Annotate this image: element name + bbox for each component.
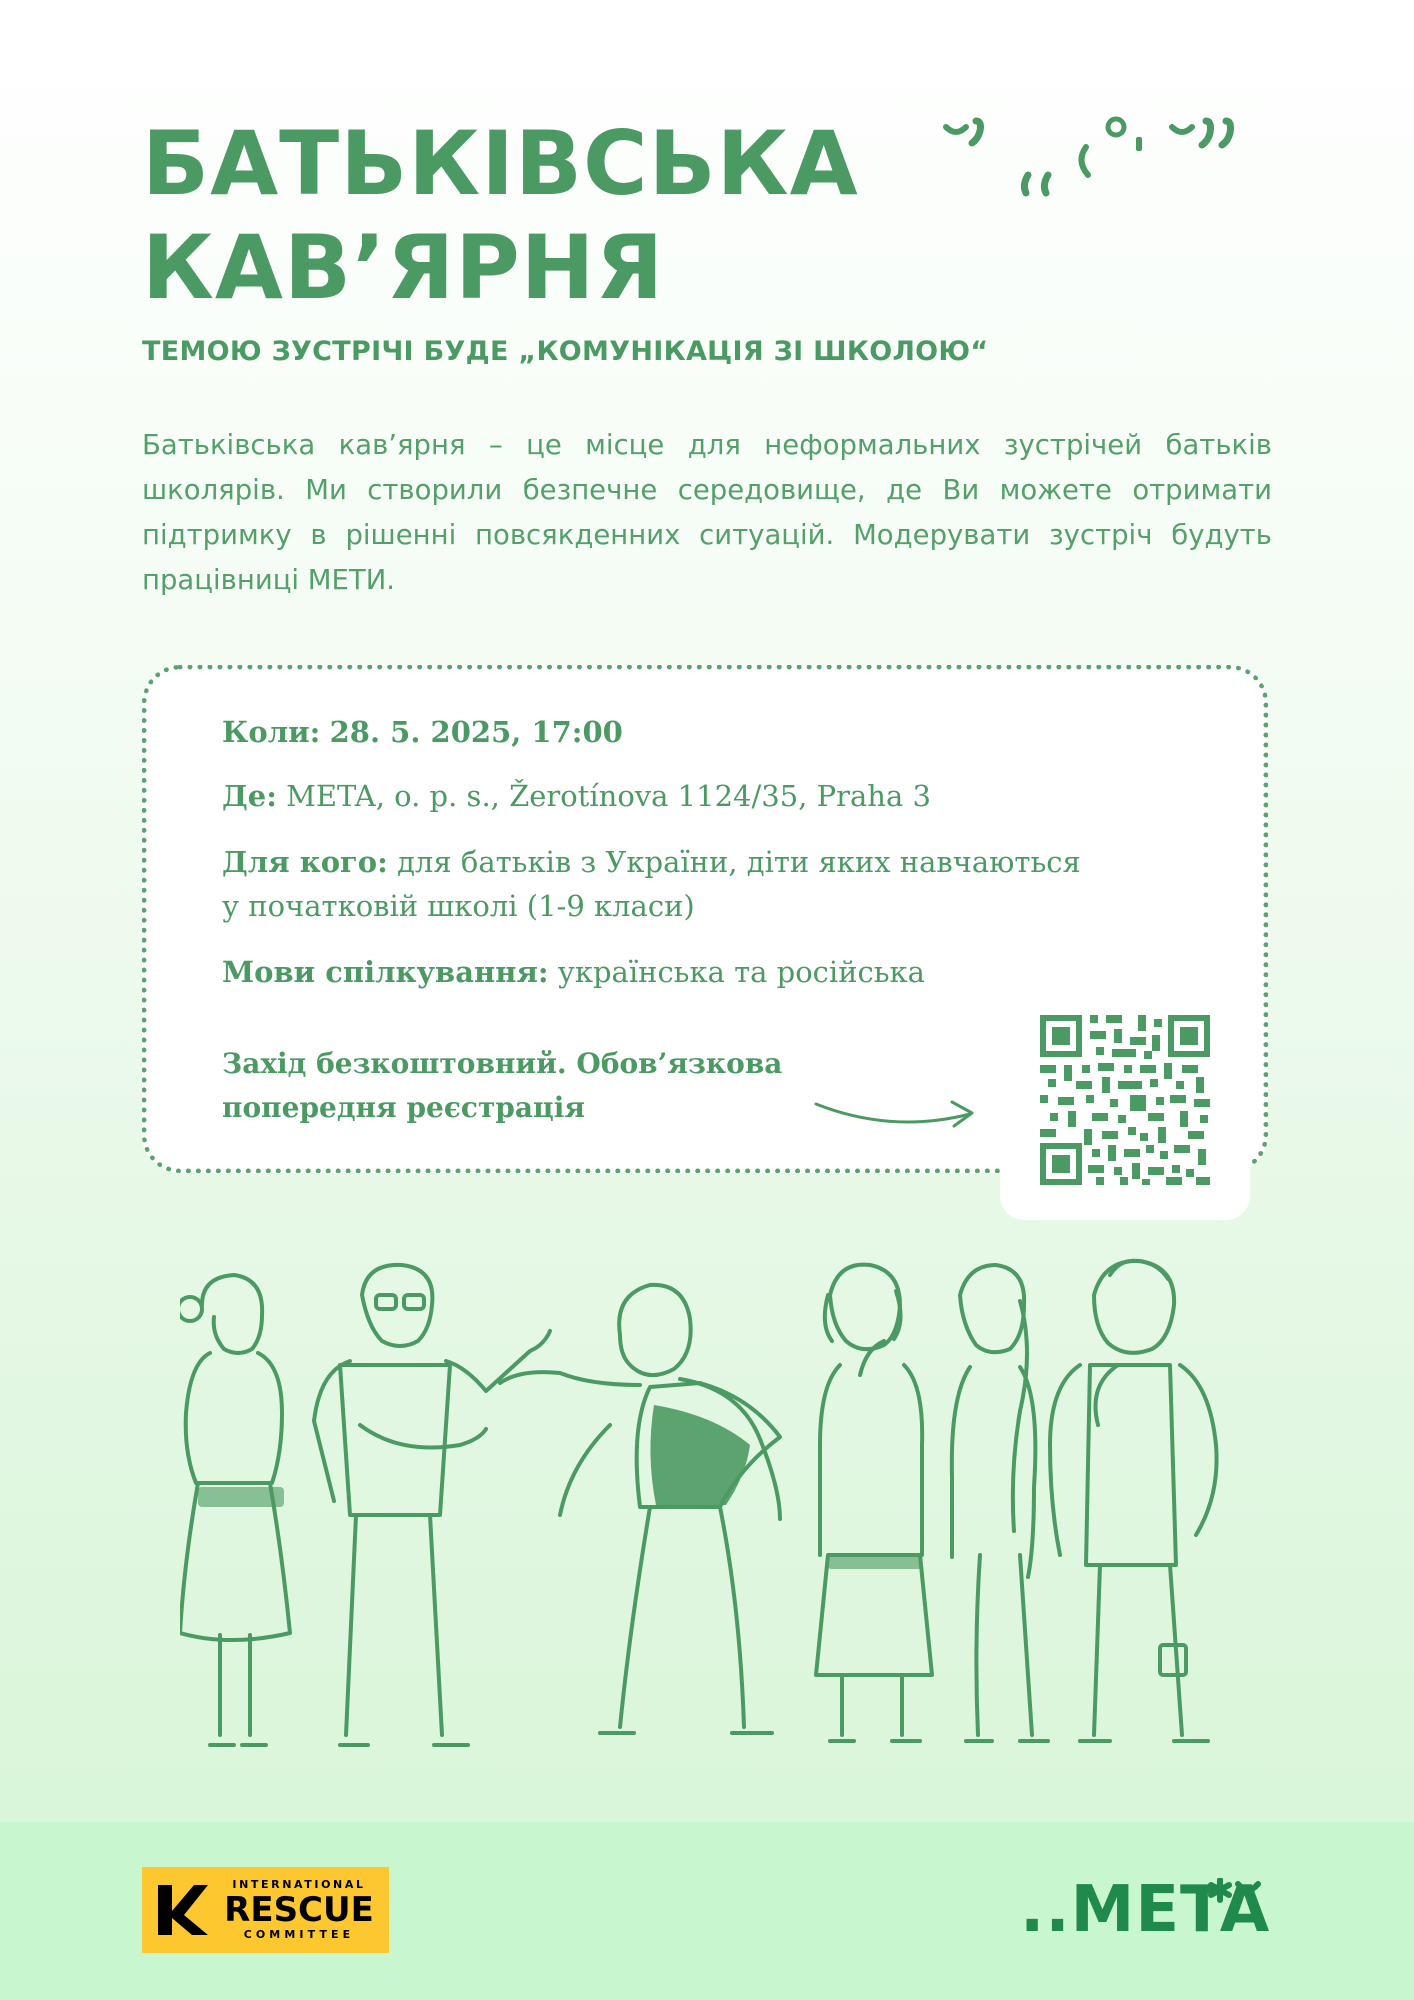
person-woman-thinking (816, 1265, 932, 1741)
people-illustration (180, 1255, 1240, 1775)
audience-value-line-1: для батьків з України, діти яких навчаються (397, 845, 1081, 879)
audience-row (222, 840, 1081, 928)
meta-star-icon (1208, 1878, 1262, 1918)
title-line-1: БАТЬКІВСЬКА (142, 112, 859, 215)
person-man-curly (1050, 1261, 1217, 1741)
language-value: українська та російська (557, 955, 925, 989)
event-title (142, 112, 859, 320)
title-line-2: КАВ’ЯРНЯ (142, 216, 665, 319)
event-subtitle: ТЕМОЮ ЗУСТРІЧІ БУДЕ „КОМУНІКАЦІЯ ЗІ ШКОЛОЮ“ (142, 336, 989, 367)
person-woman-long-hair (952, 1265, 1048, 1741)
language-row (222, 950, 925, 994)
language-label: Мови спілкування: (222, 955, 549, 989)
arrow-right-icon (812, 1090, 982, 1140)
registration-line-1: Захід безкоштовний. Обов’язкова (222, 1047, 783, 1080)
registration-note (222, 1042, 782, 1130)
decorative-marks-icon (940, 115, 1280, 205)
intro-paragraph: Батьківська кав’ярня – це місце для неформальних зустрічей батьків школярів. Ми створили безпечне середовище, де Ви можете отримати підтримку в рішенні повсякденних ситуацій. Модерувати зустріч будуть працівниці МЕТИ. (142, 429, 1272, 596)
when-row (222, 710, 623, 754)
irc-logo[interactable] (142, 1867, 389, 1953)
where-row (222, 774, 931, 818)
irc-line-2: RESCUE (224, 1890, 374, 1930)
irc-arrow-icon (158, 1885, 208, 1935)
audience-value-line-2: у початковій школі (1-9 класи) (222, 889, 695, 923)
irc-wordmark (222, 1878, 376, 1942)
person-man-leaning (500, 1285, 780, 1733)
registration-line-2: попередня реєстрація (222, 1091, 586, 1124)
when-label: Коли: (222, 715, 321, 749)
where-label: Де: (222, 779, 277, 813)
registration-qr-code[interactable] (1040, 1015, 1210, 1185)
irc-line-3: COMMITTEE (243, 1928, 355, 1941)
person-woman-left (180, 1275, 290, 1745)
audience-label: Для кого: (222, 845, 388, 879)
person-man-glasses (314, 1265, 550, 1745)
meta-logo[interactable]: ..META (1020, 1873, 1271, 1947)
when-value: 28. 5. 2025, 17:00 (329, 715, 623, 749)
irc-line-1: INTERNATIONAL (232, 1878, 366, 1891)
where-value: META, o. p. s., Žerotínova 1124/35, Praha 3 (286, 779, 931, 813)
